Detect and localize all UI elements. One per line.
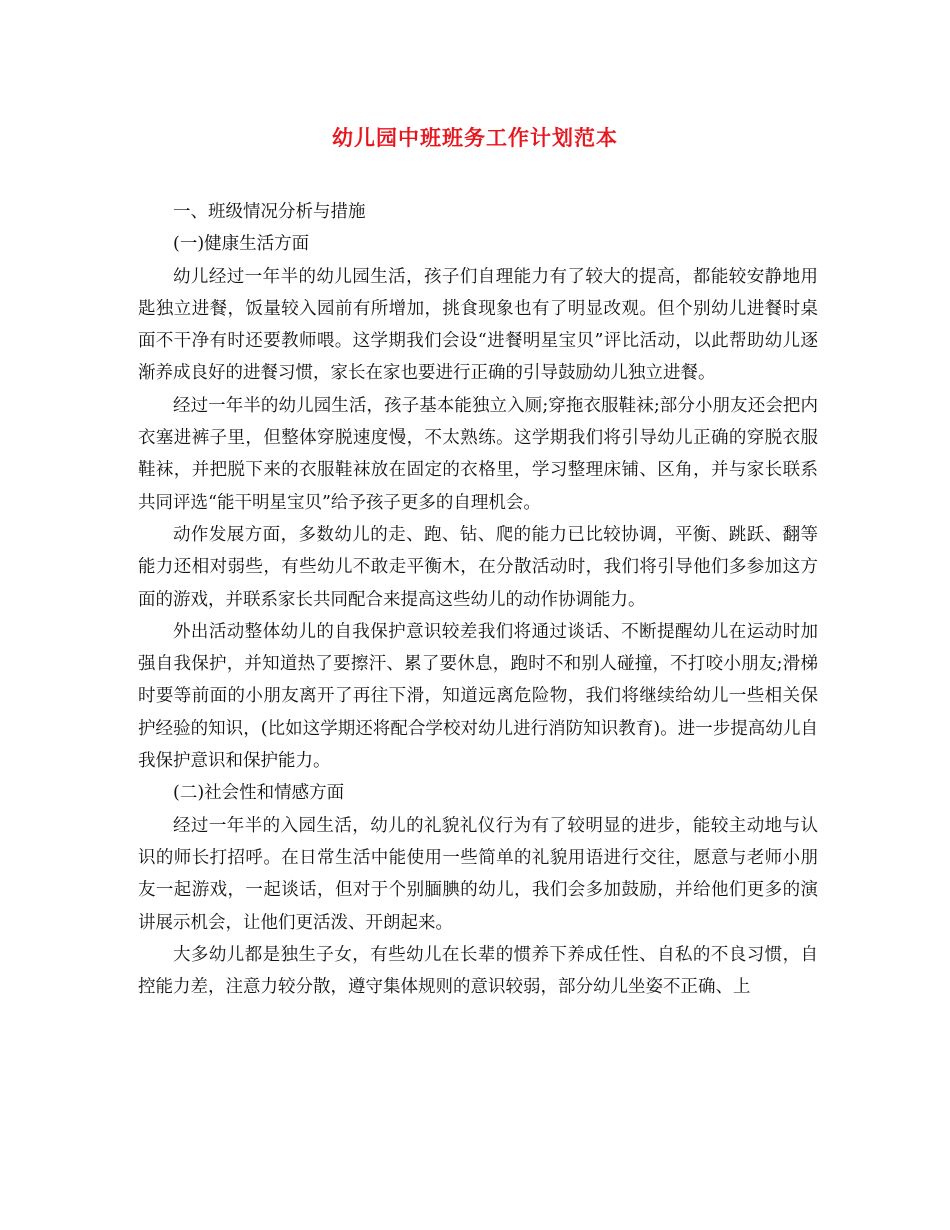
document-body bbox=[138, 196, 818, 1003]
document-title: 幼儿园中班班务工作计划范本 bbox=[332, 125, 618, 150]
paragraph-manners: 经过一年半的入园生活，幼儿的礼貌礼仪行为有了较明显的进步，能较主动地与认识的师长打招呼。在日常生活中能使用一些简单的礼貌用语进行交往，愿意与老师小朋友一起游戏，一起谈话，但对于个别腼腆的幼儿，我们会多加鼓励，并给他们更多的演讲展示机会，让他们更活泼、开朗起来。 bbox=[138, 815, 818, 933]
paragraph-eating: 幼儿经过一年半的幼儿园生活，孩子们自理能力有了较大的提高，都能较安静地用匙独立进餐，饭量较入园前有所增加，挑食现象也有了明显改观。但个别幼儿进餐时桌面不干净有时还要教师喂。这学期我们会设“进餐明星宝贝”评比活动，以此帮助幼儿逐渐养成良好的进餐习惯，家长在家也要进行正确的引导鼓励幼儿独立进餐。 bbox=[138, 266, 818, 384]
subsection-heading-health: (一)健康生活方面 bbox=[173, 234, 310, 255]
paragraph-self-care: 经过一年半的幼儿园生活，孩子基本能独立入厕;穿拖衣服鞋袜;部分小朋友还会把内衣塞进裤子里，但整体穿脱速度慢，不太熟练。这学期我们将引导幼儿正确的穿脱衣服鞋袜，并把脱下来的衣服鞋袜放在固定的衣格里，学习整理床铺、区角，并与家长联系共同评选“能干明星宝贝”给予孩子更多的自理机会。 bbox=[138, 395, 818, 513]
paragraph-self-protection: 外出活动整体幼儿的自我保护意识较差我们将通过谈话、不断提醒幼儿在运动时加强自我保护，并知道热了要擦汗、累了要休息，跑时不和别人碰撞，不打咬小朋友;滑梯时要等前面的小朋友离开了再往下滑，知道远离危险物，我们将继续给幼儿一些相关保护经验的知识，(比如这学期还将配合学校对幼儿进行消防知识教育)。进一步提高幼儿自我保护意识和保护能力。 bbox=[138, 621, 818, 772]
section-heading-1: 一、班级情况分析与措施 bbox=[173, 202, 366, 222]
paragraph-motor-skills: 动作发展方面，多数幼儿的走、跑、钻、爬的能力已比较协调，平衡、跳跃、翻等能力还相对弱些，有些幼儿不敢走平衡木，在分散活动时，我们将引导他们多参加这方面的游戏，并联系家长共同配合来提高这些幼儿的动作协调能力。 bbox=[138, 524, 818, 610]
paragraph-behavior: 大多幼儿都是独生子女，有些幼儿在长辈的惯养下养成任性、自私的不良习惯，自控能力差，注意力较分散，遵守集体规则的意识较弱，部分幼儿坐姿不正确、上 bbox=[138, 944, 818, 998]
subsection-heading-social: (二)社会性和情感方面 bbox=[173, 783, 345, 804]
